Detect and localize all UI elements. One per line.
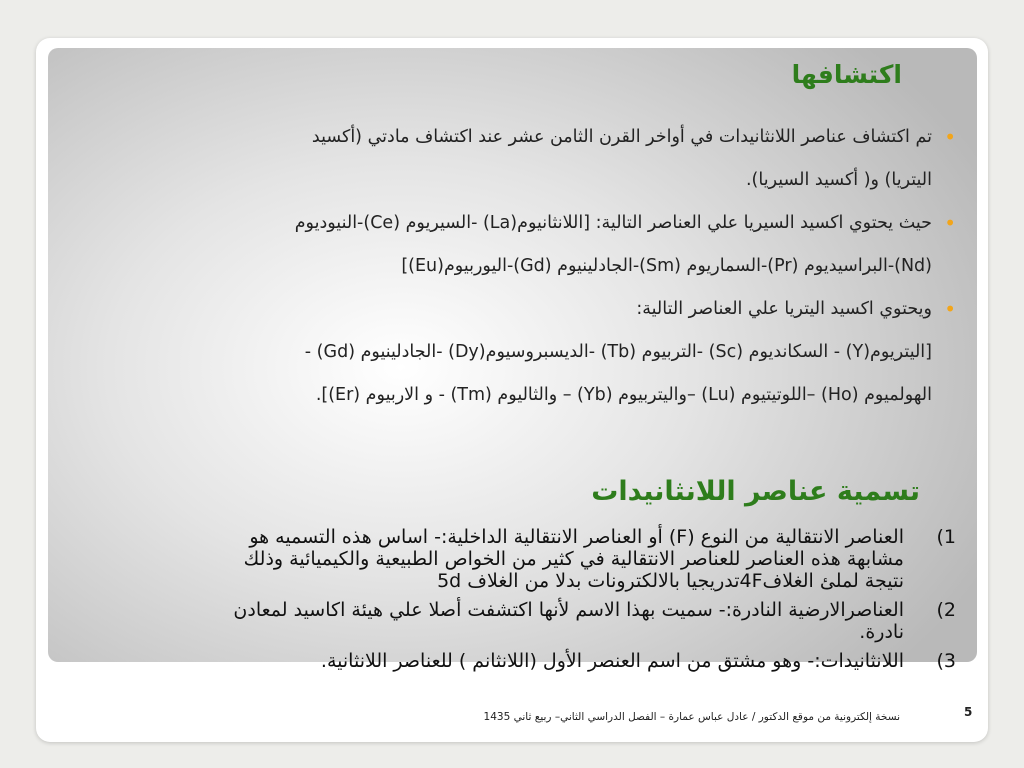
bullet-line: اليتريا) و( أكسيد السيريا). bbox=[745, 170, 932, 190]
numbered-item bbox=[80, 599, 956, 643]
bullet-dot-icon: • bbox=[944, 125, 956, 149]
bullet-item bbox=[92, 116, 964, 202]
bullet-item bbox=[92, 202, 964, 288]
item-number: 2) bbox=[936, 599, 956, 621]
bullet-line: (Nd)-البراسيديوم (Pr)-السماريوم (Sm)-الجادلينيوم (Gd)-اليوربيوم(Eu)] bbox=[401, 256, 932, 276]
item-line: العناصر الانتقالية من النوع (F) أو العناصر الانتقالية الداخلية:- اساس هذه التسميه هو bbox=[249, 526, 904, 548]
naming-numbered-list bbox=[80, 526, 956, 679]
slide-title: اكتشافها bbox=[791, 60, 902, 89]
item-line: اللانثانيدات:- وهو مشتق من اسم العنصر الأول (اللانثانم ) للعناصر اللانثانية. bbox=[320, 650, 904, 672]
bullet-line: حيث يحتوي اكسيد السيريا علي العناصر التالية: [اللانثانيوم(La) -السيريوم (Ce)-النيوديوم bbox=[294, 213, 932, 233]
item-number: 3) bbox=[936, 650, 956, 672]
bullet-dot-icon: • bbox=[944, 297, 956, 321]
section-title: تسمية عناصر اللانثانيدات bbox=[591, 476, 920, 507]
slide-footer: نسخة إلكترونية من موقع الدكتور / عادل عباس عمارة – الفصل الدراسي الثاني– ربيع ثاني 1435 bbox=[483, 711, 900, 723]
item-number: 1) bbox=[936, 526, 956, 548]
page-number: 5 bbox=[964, 705, 973, 719]
item-line: العناصرالارضية النادرة:- سميت بهذا الاسم لأنها اكتشفت أصلا علي هيئة اكاسيد لمعادن bbox=[233, 599, 904, 621]
bullet-line: ويحتوي اكسيد اليتريا علي العناصر التالية: bbox=[636, 299, 932, 319]
item-line: مشابهة هذه العناصر للعناصر الانتقالية في كثير من الخواص الطبيعية والكيميائية وذلك bbox=[243, 548, 904, 570]
item-line: نتيجة لملئ الغلاف4Fتدريجيا بالالكترونات بدلا من الغلاف 5d bbox=[437, 570, 904, 592]
bullet-dot-icon: • bbox=[944, 211, 956, 235]
bullet-item bbox=[92, 288, 964, 417]
bullet-line: [اليتريوم(Y) - السكانديوم (Sc) -التربيوم (Tb) -الديسبروسيوم(Dy) -الجادلينيوم (Gd) - bbox=[304, 342, 932, 362]
bullet-line: الهولميوم (Ho) –اللوتيتيوم (Lu) –واليتربيوم (Yb) – والثاليوم (Tm) - و الاربيوم (Er)]. bbox=[315, 385, 932, 405]
numbered-item bbox=[80, 650, 956, 672]
bullet-line: تم اكتشاف عناصر اللانثانيدات في أواخر القرن الثامن عشر عند اكتشاف مادتي (أكسيد bbox=[311, 127, 932, 147]
discovery-bullet-list bbox=[92, 116, 964, 417]
numbered-item bbox=[80, 526, 956, 592]
item-line: نادرة. bbox=[859, 621, 904, 643]
